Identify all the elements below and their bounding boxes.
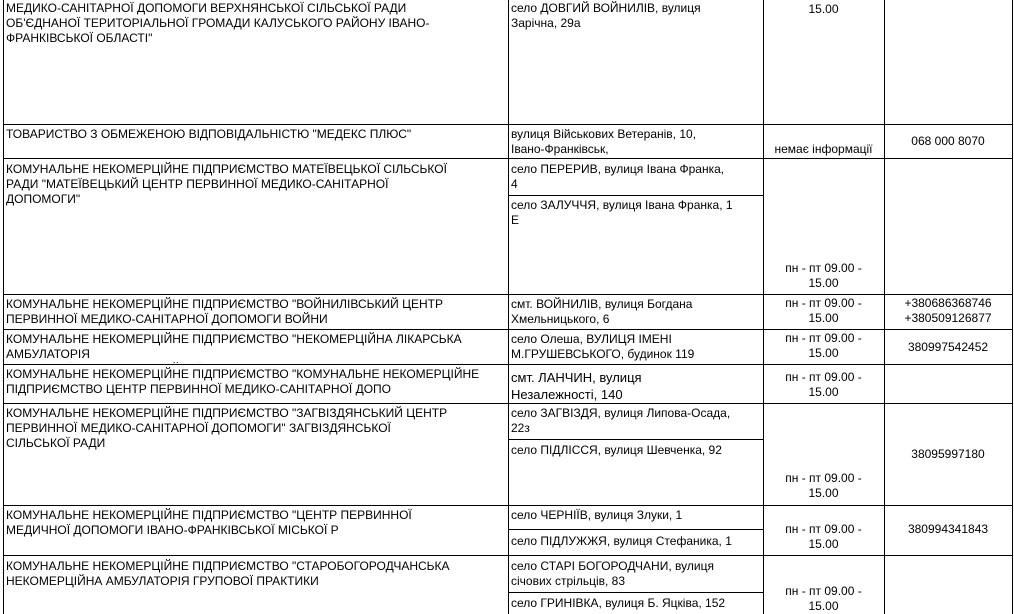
grid-line [508, 529, 763, 530]
hours-cell[interactable]: 15.00 [808, 2, 839, 16]
org-name-cell[interactable]: КОМУНАЛЬНЕ НЕКОМЕРЦІЙНЕ ПІДПРИЄМСТВО "СТАРОБОГОРОДЧАНСЬКА НЕКОМЕРЦІЙНА АМБУЛАТОРІЯ ГРУПОВОЇ ПРАКТИКИ [6, 559, 450, 588]
grid-line [508, 439, 763, 440]
hours-cell[interactable]: пн - пт 09.00 - 15.00 [785, 522, 862, 551]
address-cell[interactable]: село ДОВГИЙ ВОЙНИЛІВ, вулиця Зарічна, 29а [511, 1, 701, 30]
hours-cell[interactable]: пн - пт 09.00 - 15.00 [785, 471, 862, 500]
phone-cell[interactable] [884, 261, 1012, 292]
address-cell[interactable]: село ПІДЛІССЯ, вулиця Шевченка, 92 [511, 443, 722, 457]
phone-cell[interactable] [884, 2, 1012, 32]
grid-line [3, 505, 1013, 506]
grid-line [3, 364, 1013, 365]
org-name-cell[interactable]: КОМУНАЛЬНЕ НЕКОМЕРЦІЙНЕ ПІДПРИЄМСТВО МАТЕЇВЕЦЬКОЇ СІЛЬСЬКОЇ РАДИ "МАТЕЇВЕЦЬКИЙ ЦЕНТР ПЕРВИННОЇ МЕДИКО-САНІТАРНОЇ ДОПОМОГИ" [6, 162, 447, 206]
address-cell[interactable]: смт. ЛАНЧИН, вулиця Незалежності, 140 [511, 370, 642, 402]
address-cell[interactable]: село СТАРІ БОГОРОДЧАНИ, вулиця січових стрільців, 83 [511, 559, 714, 588]
hours-cell[interactable]: пн - пт 09.00 - 15.00 [785, 331, 862, 360]
org-name-cell[interactable]: КОМУНАЛЬНЕ НЕКОМЕРЦІЙНЕ ПІДПРИЄМСТВО "КОМУНАЛЬНЕ НЕКОМЕРЦІЙНЕ ПІДПРИЄМСТВО ЦЕНТР ПЕРВИННОЇ МЕДИКО-САНІТАРНОЇ ДОПО [6, 367, 480, 396]
org-name-cell[interactable]: ТОВАРИСТВО З ОБМЕЖЕНОЮ ВІДПОВІДАЛЬНІСТЮ "МЕДЕКС ПЛЮС" [6, 127, 412, 141]
org-name-cell[interactable]: КОМУНАЛЬНЕ НЕКОМЕРЦІЙНЕ ПІДПРИЄМСТВО "ЗАГВІЗДЯНСЬКИЙ ЦЕНТР ПЕРВИННОЇ МЕДИКО-САНІТАРНОЇ ДОПОМОГИ" ЗАГВІЗДЯНСЬКОЇ СІЛЬСЬКОЇ РАДИ [6, 406, 448, 450]
hours-cell[interactable]: пн - пт 09.00 - 15.00 [785, 584, 862, 613]
address-cell[interactable]: село ЗАГВІЗДЯ, вулиця Липова-Осада, 22з [511, 406, 731, 435]
hours-cell[interactable]: пн - пт 09.00 - 15.00 [785, 296, 862, 325]
grid-line [508, 592, 763, 593]
org-name-cell[interactable]: КОМУНАЛЬНЕ НЕКОМЕРЦІЙНЕ ПІДПРИЄМСТВО "ВОЙНИЛІВСЬКИЙ ЦЕНТР ПЕРВИННОЇ МЕДИКО-САНІТАРНОЇ ДОПОМОГИ ВОЙНИ [6, 297, 443, 326]
phone-cell[interactable] [884, 370, 1012, 402]
grid-line [3, 294, 1013, 295]
org-name-cell[interactable]: МЕДИКО-САНІТАРНОЇ ДОПОМОГИ ВЕРХНЯНСЬКОЇ СІЛЬСЬКОЇ РАДИ ОБ'ЄДНАНОЇ ТЕРИТОРІАЛЬНОЇ ГРОМАДИ КАЛУСЬКОГО РАЙОНУ ІВАНО- ФРАНКІВСЬКОЇ ОБЛАСТІ" [6, 1, 430, 45]
phone-cell[interactable]: 380994341843 [907, 522, 989, 536]
address-cell[interactable]: село ГРИНІВКА, вулиця Б. Яцківа, 152 [511, 596, 726, 610]
org-name-cell[interactable]: КОМУНАЛЬНЕ НЕКОМЕРЦІЙНЕ ПІДПРИЄМСТВО "ЦЕНТР ПЕРВИННОЇ МЕДИЧНОЇ ДОПОМОГИ ІВАНО-ФРАНКІВСЬКОЇ МІСЬКОЇ Р [6, 508, 412, 537]
grid-line [3, 329, 1013, 330]
grid-line [3, 555, 1013, 556]
address-cell[interactable]: село ЗАЛУЧЧЯ, вулиця Івана Франка, 1 Е [511, 198, 733, 227]
grid-line [1012, 0, 1013, 614]
address-cell[interactable]: село ПІДЛУЖЖЯ, вулиця Стефаника, 1 [511, 534, 732, 548]
address-cell[interactable]: смт. ВОЙНИЛІВ, вулиця Богдана Хмельницького, 6 [511, 297, 693, 326]
phone-cell[interactable]: 380997542452 [907, 340, 989, 354]
phone-cell[interactable] [884, 584, 1012, 614]
grid-line [3, 124, 1013, 125]
hours-cell[interactable]: пн - пт 09.00 - 15.00 [785, 261, 862, 290]
hours-cell[interactable]: пн - пт 09.00 - 15.00 [785, 370, 862, 399]
phone-cell[interactable]: 38095997180 [911, 447, 985, 461]
grid-line [508, 195, 763, 196]
address-cell[interactable]: село ПЕРЕРИВ, вулиця Івана Франка, 4 [511, 162, 725, 191]
address-cell[interactable]: село Олеша, ВУЛИЦЯ ІМЕНІ М.ГРУШЕВСЬКОГО, будинок 119 [511, 332, 695, 361]
org-name-cell[interactable]: КОМУНАЛЬНЕ НЕКОМЕРЦІЙНЕ ПІДПРИЄМСТВО "НЕКОМЕРЦІЙНА ЛІКАРСЬКА АМБУЛАТОРІЯ [6, 332, 462, 361]
address-cell[interactable]: село ЧЕРНІЇВ, вулиця Злуки, 1 [511, 508, 683, 522]
grid-line [3, 403, 1013, 404]
phone-cell[interactable]: 068 000 8070 [911, 134, 985, 148]
address-cell[interactable]: вулиця Військових Ветеранів, 10, Івано-Франківськ, [511, 127, 697, 156]
hours-cell[interactable]: немає інформації [774, 142, 873, 156]
grid-line [3, 158, 1013, 159]
phone-cell[interactable]: +380686368746 +380509126877 [904, 296, 992, 325]
